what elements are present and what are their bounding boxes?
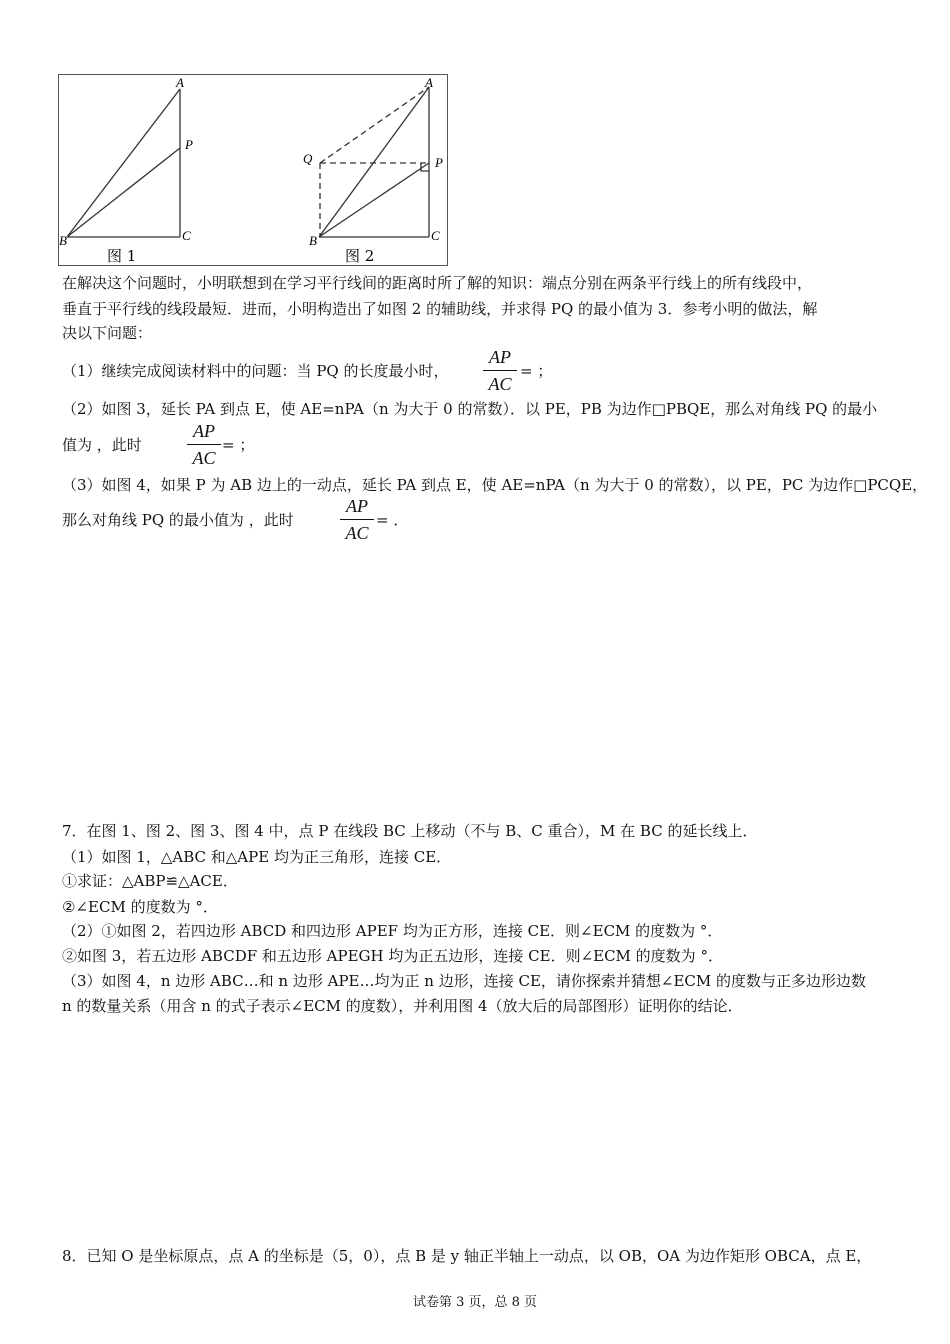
q6-part3-line1: （3）如图 4，如果 P 为 AB 边上的一动点，延长 PA 到点 E，使 AE=nPA（n 为大于 0 的常数），以 PE，PC 为边作□PCQE， [62, 476, 928, 494]
fraction-numerator: AP [193, 421, 215, 441]
fraction-denominator: AC [488, 374, 512, 394]
reading-line-3: 决以下问题： [62, 324, 153, 342]
label-A1: A [176, 75, 184, 90]
fraction-bar [187, 444, 221, 445]
fraction-bar [340, 519, 374, 520]
q6-part2-answer: = ； [222, 436, 255, 454]
q6-part3-answer: = ． [376, 511, 409, 529]
fraction-denominator: AC [345, 523, 369, 543]
fraction-denominator: AC [192, 448, 216, 468]
segment-BP2 [319, 163, 429, 237]
q6-part2-line2: 值为 ，此时 [62, 436, 142, 454]
q7-line-1: 7．在图 1、图 2、图 3、图 4 中，点 P 在线段 BC 上移动（不与 B、C 重合），M 在 BC 的延长线上． [62, 822, 758, 840]
reading-line-1: 在解决这个问题时，小明联想到在学习平行线间的距离时所了解的知识：端点分别在两条平行线上的所有线段中， [62, 274, 813, 292]
geometry-figures [59, 75, 449, 267]
fraction-bar [483, 370, 517, 371]
label-A2: A [425, 75, 433, 90]
q6-part1-text: （1）继续完成阅读材料中的问题：当 PQ 的长度最小时， [62, 362, 449, 380]
segment-BA2 [319, 87, 429, 237]
dashed-QA [320, 87, 429, 163]
q6-part3-line2: 那么对角线 PQ 的最小值为 ，此时 [62, 511, 294, 529]
q7-line-2: （1）如图 1，△ABC 和△APE 均为正三角形，连接 CE． [62, 848, 452, 866]
fraction-numerator: AP [489, 347, 511, 367]
q7-line-7: （3）如图 4，n 边形 ABC…和 n 边形 APE…均为正 n 边形，连接 CE，请你探索并猜想∠ECM 的度数与正多边形边数 [62, 972, 867, 990]
q8-line-1: 8．已知 O 是坐标原点，点 A 的坐标是（5，0），点 B 是 y 轴正半轴上一动点，以 OB，OA 为边作矩形 OBCA，点 E， [62, 1247, 872, 1265]
fraction-ap-ac-3 [340, 495, 374, 544]
q7-line-4: ②∠ECM 的度数为 °． [62, 898, 218, 916]
figure-1 [67, 89, 180, 237]
reading-line-2: 垂直于平行线的线段最短．进而，小明构造出了如图 2 的辅助线，并求得 PQ 的最小值为 3．参考小明的做法，解 [62, 300, 818, 318]
q7-line-8: n 的数量关系（用含 n 的式子表示∠ECM 的度数），并利用图 4（放大后的局部图形）证明你的结论． [62, 997, 743, 1015]
label-C1: C [182, 228, 191, 243]
label-Q2: Q [303, 151, 313, 166]
q7-line-5: （2）①如图 2，若四边形 ABCD 和四边形 APEF 均为正方形，连接 CE．则∠ECM 的度数为 °． [62, 922, 723, 940]
figure-2 [319, 87, 429, 237]
fraction-numerator: AP [346, 496, 368, 516]
fraction-ap-ac-2 [187, 420, 221, 469]
segment-BP [67, 148, 180, 237]
label-P2: P [435, 155, 443, 170]
q7-line-6: ②如图 3，若五边形 ABCDF 和五边形 APEGH 均为正五边形，连接 CE．则∠ECM 的度数为 °． [62, 947, 723, 965]
q7-line-3: ①求证：△ABP≌△ACE． [62, 872, 238, 890]
label-B1: B [59, 233, 67, 248]
q6-part2-line1: （2）如图 3，延长 PA 到点 E，使 AE=nPA（n 为大于 0 的常数）．以 PE，PB 为边作□PBQE，那么对角线 PQ 的最小 [62, 400, 878, 418]
label-C2: C [431, 228, 440, 243]
label-P1: P [185, 137, 193, 152]
figure-2-caption: 图 2 [345, 247, 375, 265]
page-footer: 试卷第 3 页，总 8 页 [412, 1295, 538, 1310]
segment-BA [67, 89, 180, 237]
fraction-ap-ac-1 [483, 346, 517, 395]
figure-panel [58, 74, 448, 266]
figure-1-caption: 图 1 [107, 247, 137, 265]
q6-part1-answer: = ； [520, 362, 553, 380]
label-B2: B [309, 233, 317, 248]
